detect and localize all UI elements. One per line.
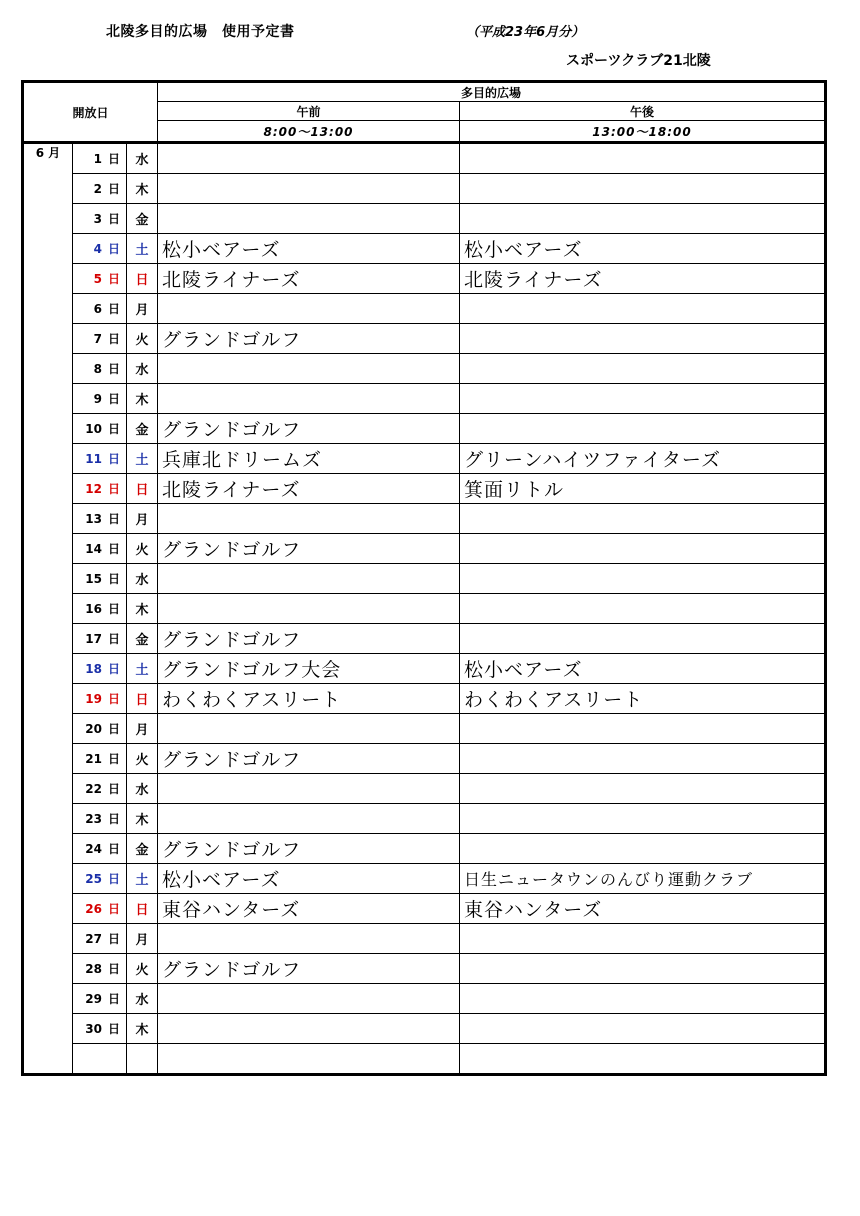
am-booking-cell (158, 714, 460, 744)
schedule-table (21, 80, 827, 1076)
am-booking-cell: グランドゴルフ (158, 534, 460, 564)
day-number: 19 (85, 692, 102, 706)
day-number: 27 (85, 932, 102, 946)
schedule-row (23, 774, 826, 804)
weekday-cell: 木 (127, 1014, 158, 1044)
pm-booking-cell: 東谷ハンターズ (460, 894, 826, 924)
pm-booking-cell (460, 354, 826, 384)
pm-booking-cell (460, 414, 826, 444)
weekday-cell: 日 (127, 264, 158, 294)
schedule-row (23, 684, 826, 714)
am-booking-cell: グランドゴルフ (158, 744, 460, 774)
day-cell (73, 474, 127, 504)
schedule-row (23, 744, 826, 774)
day-suffix: 日 (107, 872, 120, 886)
schedule-row (23, 564, 826, 594)
pm-booking-cell (460, 594, 826, 624)
weekday-cell: 水 (127, 143, 158, 174)
schedule-row (23, 924, 826, 954)
day-suffix: 日 (107, 542, 120, 556)
day-suffix: 日 (107, 332, 120, 346)
am-booking-cell (158, 354, 460, 384)
document-period: （平成23年6月分） (466, 25, 585, 40)
am-booking-cell (158, 564, 460, 594)
day-number: 10 (85, 422, 102, 436)
pm-booking-cell (460, 954, 826, 984)
document-title: 北陵多目的広場 使用予定書 (106, 24, 295, 40)
weekday-cell: 金 (127, 414, 158, 444)
am-booking-cell: 松小ベアーズ (158, 234, 460, 264)
schedule-row (23, 834, 826, 864)
am-booking-cell: グランドゴルフ (158, 624, 460, 654)
day-number: 12 (85, 482, 102, 496)
day-suffix: 日 (107, 212, 120, 226)
am-booking-cell: 兵庫北ドリームズ (158, 444, 460, 474)
day-number: 6 (93, 302, 102, 316)
day-number: 9 (93, 392, 102, 406)
weekday-cell: 日 (127, 474, 158, 504)
schedule-row (23, 864, 826, 894)
am-booking-cell (158, 804, 460, 834)
day-suffix: 日 (107, 512, 120, 526)
weekday-cell: 木 (127, 384, 158, 414)
day-number: 11 (85, 452, 102, 466)
am-booking-cell: 松小ベアーズ (158, 864, 460, 894)
day-cell (73, 564, 127, 594)
pm-booking-cell (460, 924, 826, 954)
weekday-cell: 火 (127, 324, 158, 354)
schedule-row (23, 444, 826, 474)
am-booking-cell (158, 143, 460, 174)
day-cell (73, 294, 127, 324)
day-cell (73, 264, 127, 294)
am-booking-cell: 東谷ハンターズ (158, 894, 460, 924)
am-header: 午前 (158, 102, 460, 121)
pm-booking-cell (460, 204, 826, 234)
day-number: 25 (85, 872, 102, 886)
am-booking-cell (158, 294, 460, 324)
day-number: 7 (93, 332, 102, 346)
weekday-cell: 金 (127, 204, 158, 234)
am-booking-cell (158, 594, 460, 624)
day-number: 23 (85, 812, 102, 826)
day-number: 20 (85, 722, 102, 736)
schedule-row (23, 324, 826, 354)
schedule-row (23, 294, 826, 324)
am-booking-cell: グランドゴルフ (158, 834, 460, 864)
day-suffix: 日 (107, 722, 120, 736)
pm-booking-cell: わくわくアスリート (460, 684, 826, 714)
day-suffix: 日 (107, 782, 120, 796)
weekday-cell: 土 (127, 654, 158, 684)
day-cell (73, 234, 127, 264)
am-booking-cell: わくわくアスリート (158, 684, 460, 714)
day-number: 14 (85, 542, 102, 556)
weekday-cell: 火 (127, 534, 158, 564)
day-number: 5 (93, 272, 102, 286)
pm-booking-cell (460, 534, 826, 564)
pm-booking-cell (460, 774, 826, 804)
day-cell (73, 984, 127, 1014)
schedule-row (23, 384, 826, 414)
weekday-cell (127, 1044, 158, 1075)
day-cell (73, 354, 127, 384)
weekday-cell: 火 (127, 954, 158, 984)
am-booking-cell (158, 384, 460, 414)
day-suffix: 日 (107, 152, 120, 166)
day-suffix: 日 (107, 752, 120, 766)
day-number: 17 (85, 632, 102, 646)
day-cell (73, 174, 127, 204)
pm-header: 午後 (460, 102, 826, 121)
day-suffix: 日 (107, 842, 120, 856)
weekday-cell: 日 (127, 684, 158, 714)
schedule-row (23, 894, 826, 924)
day-suffix: 日 (107, 362, 120, 376)
day-cell (73, 594, 127, 624)
weekday-cell: 月 (127, 504, 158, 534)
day-number: 3 (93, 212, 102, 226)
pm-booking-cell: グリーンハイツファイターズ (460, 444, 826, 474)
day-suffix: 日 (107, 242, 120, 256)
day-cell (73, 534, 127, 564)
month-cell: 6 月 (23, 143, 73, 1075)
am-booking-cell: グランドゴルフ (158, 414, 460, 444)
weekday-cell: 水 (127, 564, 158, 594)
day-cell (73, 744, 127, 774)
schedule-row (23, 654, 826, 684)
am-time-header: 8:00～13:00 (158, 121, 460, 143)
day-number: 8 (93, 362, 102, 376)
day-number: 29 (85, 992, 102, 1006)
day-number: 22 (85, 782, 102, 796)
pm-booking-cell (460, 504, 826, 534)
day-cell (73, 924, 127, 954)
day-cell (73, 864, 127, 894)
weekday-cell: 水 (127, 984, 158, 1014)
weekday-cell: 水 (127, 354, 158, 384)
weekday-cell: 土 (127, 444, 158, 474)
day-cell (73, 384, 127, 414)
pm-booking-cell (460, 624, 826, 654)
schedule-row (23, 474, 826, 504)
day-suffix: 日 (107, 482, 120, 496)
day-number: 18 (85, 662, 102, 676)
am-booking-cell (158, 984, 460, 1014)
day-suffix: 日 (107, 662, 120, 676)
organization-name: スポーツクラブ21北陵 (566, 53, 711, 69)
day-number: 2 (93, 182, 102, 196)
pm-booking-cell: 北陵ライナーズ (460, 264, 826, 294)
pm-booking-cell (460, 324, 826, 354)
weekday-cell: 水 (127, 774, 158, 804)
pm-booking-cell (460, 744, 826, 774)
day-suffix: 日 (107, 902, 120, 916)
am-booking-cell (158, 924, 460, 954)
day-cell (73, 714, 127, 744)
schedule-row (23, 354, 826, 384)
schedule-row (23, 594, 826, 624)
schedule-row (23, 504, 826, 534)
day-cell (73, 774, 127, 804)
day-number: 28 (85, 962, 102, 976)
day-suffix: 日 (107, 692, 120, 706)
day-cell (73, 654, 127, 684)
weekday-cell: 木 (127, 594, 158, 624)
day-number: 13 (85, 512, 102, 526)
day-cell (73, 894, 127, 924)
schedule-row (23, 414, 826, 444)
weekday-cell: 土 (127, 234, 158, 264)
day-suffix: 日 (107, 572, 120, 586)
schedule-row (23, 1014, 826, 1044)
venue-header: 多目的広場 (158, 82, 826, 102)
weekday-cell: 火 (127, 744, 158, 774)
pm-booking-cell: 松小ベアーズ (460, 654, 826, 684)
day-number: 21 (85, 752, 102, 766)
day-suffix: 日 (107, 992, 120, 1006)
schedule-row (23, 174, 826, 204)
am-booking-cell (158, 504, 460, 534)
weekday-cell: 月 (127, 924, 158, 954)
pm-time-header: 13:00～18:00 (460, 121, 826, 143)
day-suffix: 日 (107, 602, 120, 616)
day-cell (73, 684, 127, 714)
day-suffix: 日 (107, 272, 120, 286)
weekday-cell: 日 (127, 894, 158, 924)
day-number: 4 (93, 242, 102, 256)
weekday-cell: 木 (127, 804, 158, 834)
pm-booking-cell (460, 714, 826, 744)
schedule-row (23, 143, 826, 174)
day-cell (73, 1044, 127, 1075)
pm-booking-cell (460, 1044, 826, 1075)
day-suffix: 日 (107, 932, 120, 946)
schedule-row (23, 804, 826, 834)
pm-booking-cell: 箕面リトル (460, 474, 826, 504)
day-number: 15 (85, 572, 102, 586)
schedule-rows (23, 143, 826, 1075)
day-cell (73, 1014, 127, 1044)
schedule-row (23, 714, 826, 744)
schedule-row (23, 954, 826, 984)
day-suffix: 日 (107, 1022, 120, 1036)
am-booking-cell (158, 174, 460, 204)
am-booking-cell (158, 1014, 460, 1044)
day-cell (73, 444, 127, 474)
day-suffix: 日 (107, 962, 120, 976)
weekday-cell: 月 (127, 714, 158, 744)
open-day-header: 開放日 (23, 82, 158, 143)
weekday-cell: 月 (127, 294, 158, 324)
schedule-row (23, 984, 826, 1014)
pm-booking-cell (460, 984, 826, 1014)
day-cell (73, 204, 127, 234)
day-cell (73, 954, 127, 984)
day-cell (73, 143, 127, 174)
day-suffix: 日 (107, 392, 120, 406)
pm-booking-cell (460, 1014, 826, 1044)
day-suffix: 日 (107, 452, 120, 466)
am-booking-cell: グランドゴルフ (158, 954, 460, 984)
weekday-cell: 木 (127, 174, 158, 204)
day-suffix: 日 (107, 182, 120, 196)
day-cell (73, 624, 127, 654)
pm-booking-cell: 日生ニュータウンのんびり運動クラブ (460, 864, 826, 894)
am-booking-cell (158, 204, 460, 234)
day-cell (73, 804, 127, 834)
day-cell (73, 504, 127, 534)
day-number: 26 (85, 902, 102, 916)
schedule-row (23, 624, 826, 654)
day-number: 16 (85, 602, 102, 616)
pm-booking-cell (460, 384, 826, 414)
weekday-cell: 金 (127, 624, 158, 654)
day-suffix: 日 (107, 812, 120, 826)
day-suffix: 日 (107, 422, 120, 436)
schedule-row (23, 1044, 826, 1075)
day-number: 24 (85, 842, 102, 856)
pm-booking-cell (460, 804, 826, 834)
day-cell (73, 834, 127, 864)
day-cell (73, 324, 127, 354)
day-number: 30 (85, 1022, 102, 1036)
day-suffix: 日 (107, 302, 120, 316)
am-booking-cell: グランドゴルフ大会 (158, 654, 460, 684)
am-booking-cell: グランドゴルフ (158, 324, 460, 354)
weekday-cell: 土 (127, 864, 158, 894)
weekday-cell: 金 (127, 834, 158, 864)
pm-booking-cell (460, 174, 826, 204)
day-cell (73, 414, 127, 444)
day-number: 1 (93, 152, 102, 166)
am-booking-cell (158, 774, 460, 804)
schedule-row (23, 534, 826, 564)
pm-booking-cell (460, 834, 826, 864)
am-booking-cell (158, 1044, 460, 1075)
am-booking-cell: 北陵ライナーズ (158, 264, 460, 294)
pm-booking-cell (460, 294, 826, 324)
day-suffix: 日 (107, 632, 120, 646)
schedule-row (23, 204, 826, 234)
pm-booking-cell: 松小ベアーズ (460, 234, 826, 264)
pm-booking-cell (460, 564, 826, 594)
schedule-row (23, 264, 826, 294)
am-booking-cell: 北陵ライナーズ (158, 474, 460, 504)
pm-booking-cell (460, 143, 826, 174)
schedule-row (23, 234, 826, 264)
